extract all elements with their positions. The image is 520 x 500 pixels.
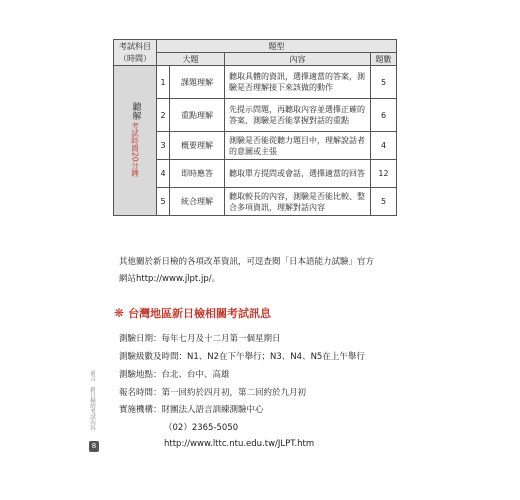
row-content: 聽取具體的資訊，選擇適當的答案，測驗是否理解接下來該做的動作	[225, 66, 371, 99]
paragraph-line2: 網站http://www.jlpt.jp/。	[119, 274, 221, 284]
row-count: 5	[371, 188, 397, 216]
info-levels: 測驗級數及時間：N1、N2在下午舉行；N3、N4、N5在上午舉行	[119, 352, 365, 362]
section-title-text: 台灣地區新日檢相關考試訊息	[128, 307, 272, 320]
side-running-head	[87, 370, 100, 470]
row-count: 6	[371, 99, 397, 132]
table-row	[114, 188, 397, 216]
table-row	[114, 132, 397, 160]
section-name: 聽解	[130, 102, 141, 121]
table-row	[114, 99, 397, 132]
row-content: 先提示問題，再聽取內容並選擇正確的答案，測驗是否能掌握對話的重點	[225, 99, 371, 132]
paragraph-line1: 其他關於新日檢的各項改革資訊，可逕查閱「日本語能力試驗」官方	[119, 257, 375, 267]
row-content: 聽取單方提問或會話，選擇適當的回答	[225, 160, 371, 188]
row-count: 12	[371, 160, 397, 188]
info-locations: 測驗地點：台北、台中、高雄	[119, 370, 230, 380]
row-name: 重點理解	[170, 99, 225, 132]
flower-icon: ❋	[114, 306, 125, 320]
side-running-head-text: 前言 新日檢的考試內容	[89, 370, 95, 431]
row-content: 聽取較長的內容，測驗是否能比較、整合多項資訊，理解對話內容	[225, 188, 371, 216]
row-name: 課題理解	[170, 66, 225, 99]
row-number: 4	[157, 160, 170, 188]
table-row	[114, 66, 397, 99]
row-number: 2	[157, 99, 170, 132]
row-name: 即時應答	[170, 160, 225, 188]
page-number: 8	[89, 441, 99, 452]
row-number: 3	[157, 132, 170, 160]
section-title	[114, 305, 271, 321]
header-subject	[114, 40, 157, 66]
info-url: http://www.lttc.ntu.edu.tw/JLPT.htm	[164, 439, 315, 449]
row-name: 概要理解	[170, 132, 225, 160]
row-count: 4	[371, 132, 397, 160]
header-type: 題型	[157, 40, 397, 53]
row-number: 1	[157, 66, 170, 99]
info-registration: 報名時間：第一回約於四月初，第二回約於九月初	[119, 388, 307, 398]
header-subject-line2: （時間）	[119, 53, 151, 63]
section-listening	[114, 66, 157, 216]
info-organizer: 實施機構：財團法人語言訓練測驗中心	[119, 405, 264, 415]
header-count: 題數	[371, 53, 397, 66]
row-name: 統合理解	[170, 188, 225, 216]
exam-format-table	[113, 39, 397, 216]
row-count: 5	[371, 66, 397, 99]
header-major: 大題	[157, 53, 225, 66]
row-number: 5	[157, 188, 170, 216]
header-subject-line1: 考試科目	[119, 41, 151, 51]
info-phone: （02）2365-5050	[164, 423, 239, 433]
header-content: 內容	[225, 53, 371, 66]
info-date: 測驗日期：每年七月及十二月第一個星期日	[119, 334, 281, 344]
row-content: 測驗是否能從聽力題目中，理解說話者的意圖或主張	[225, 132, 371, 160]
table-row	[114, 160, 397, 188]
section-time: 考試時間20分鐘	[130, 122, 140, 177]
